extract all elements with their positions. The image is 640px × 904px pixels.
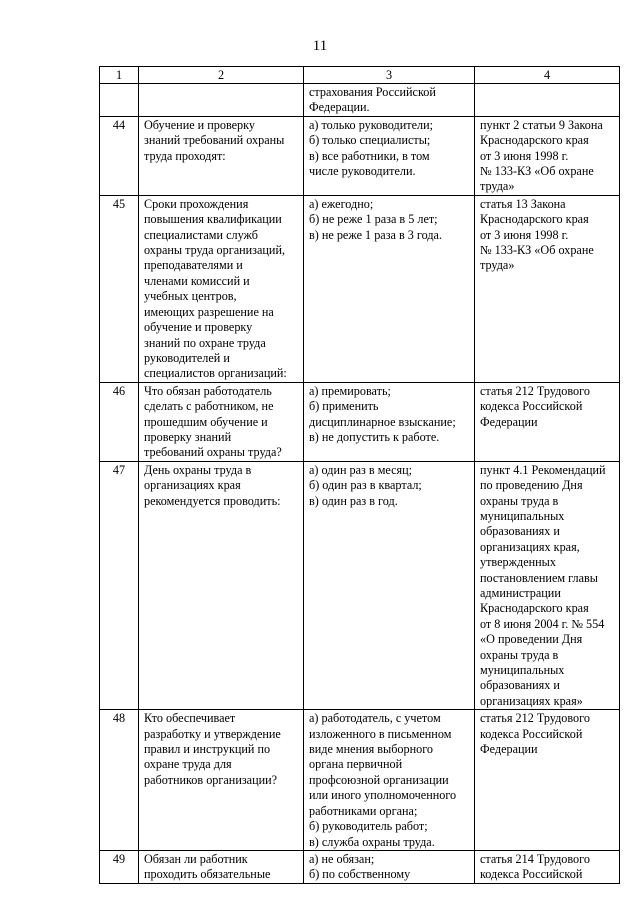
- question-cell: [139, 84, 304, 117]
- answers-cell-line: а) один раз в месяц;: [309, 462, 413, 477]
- answers-cell: [304, 382, 475, 461]
- source-cell-line: образованиях и: [480, 524, 560, 539]
- row-number: 45: [100, 195, 139, 382]
- source-cell-line: кодекса Российской: [480, 726, 583, 741]
- row-number: 49: [100, 850, 139, 883]
- answers-cell-line: б) руководитель работ;: [309, 819, 428, 834]
- answers-cell-line: б) один раз в квартал;: [309, 478, 422, 493]
- question-cell: [139, 382, 304, 461]
- source-cell-line: Краснодарского края: [480, 212, 589, 227]
- question-cell-line: прошедшим обучение и: [144, 414, 268, 429]
- answers-cell-line: а) только руководители;: [309, 117, 433, 132]
- question-cell: [139, 850, 304, 883]
- source-cell-line: от 3 июня 1998 г.: [480, 148, 569, 163]
- source-cell-line: организациях края,: [480, 539, 580, 554]
- answers-cell-line: Федерации.: [309, 100, 370, 115]
- question-cell-line: учебных центров,: [144, 289, 237, 304]
- table-row: [100, 850, 620, 883]
- source-cell: [475, 461, 620, 710]
- question-cell-line: проверку знаний: [144, 429, 232, 444]
- row-number: 44: [100, 116, 139, 195]
- header-cell: 4: [475, 67, 620, 84]
- answers-cell-line: органа первичной: [309, 757, 403, 772]
- source-cell-line: статья 212 Трудового: [480, 383, 590, 398]
- question-cell-line: знаний требований охраны: [144, 133, 285, 148]
- source-cell-line: организациях края»: [480, 693, 583, 708]
- question-cell-line: Кто обеспечивает: [144, 711, 236, 726]
- answers-cell-line: а) работодатель, с учетом: [309, 711, 441, 726]
- answers-cell-line: б) только специалисты;: [309, 133, 431, 148]
- question-cell: [139, 461, 304, 710]
- question-cell-line: правил и инструкций по: [144, 742, 271, 757]
- question-cell-line: Сроки прохождения: [144, 196, 249, 211]
- question-cell-line: повышения квалификации: [144, 212, 282, 227]
- header-cell: 1: [100, 67, 139, 84]
- source-cell-line: от 3 июня 1998 г.: [480, 227, 569, 242]
- question-cell-line: специалистов организаций:: [144, 366, 287, 381]
- source-cell-line: «О проведении Дня: [480, 632, 583, 647]
- source-cell-line: кодекса Российской: [480, 867, 583, 882]
- row-number: 48: [100, 710, 139, 851]
- source-cell-line: Федерации: [480, 742, 538, 757]
- question-cell: [139, 195, 304, 382]
- source-cell-line: статья 214 Трудового: [480, 851, 590, 866]
- table-body: [100, 67, 620, 884]
- questions-table: [99, 66, 620, 884]
- source-cell-line: Краснодарского края: [480, 133, 589, 148]
- question-cell-line: сделать с работником, не: [144, 399, 274, 414]
- table-row: [100, 195, 620, 382]
- answers-cell-line: в) служба охраны труда.: [309, 834, 435, 849]
- answers-cell-line: страхования Российской: [309, 85, 436, 99]
- answers-cell-line: в) один раз в год.: [309, 493, 398, 508]
- source-cell-line: пункт 4.1 Рекомендаций: [480, 462, 606, 477]
- source-cell-line: труда»: [480, 179, 515, 194]
- answers-cell-line: в) все работники, в том: [309, 148, 430, 163]
- answers-cell-line: б) по собственному: [309, 867, 411, 882]
- answers-cell: [304, 850, 475, 883]
- question-cell-line: специалистами служб: [144, 227, 258, 242]
- question-cell-line: организациях края: [144, 478, 241, 493]
- answers-cell: [304, 195, 475, 382]
- question-cell-line: рекомендуется проводить:: [144, 493, 281, 508]
- answers-cell: [304, 116, 475, 195]
- table-row: [100, 116, 620, 195]
- question-cell-line: Что обязан работодатель: [144, 383, 272, 398]
- source-cell-line: администрации: [480, 586, 561, 600]
- source-cell: [475, 84, 620, 117]
- source-cell-line: кодекса Российской: [480, 399, 583, 414]
- header-row: [100, 67, 620, 84]
- source-cell-line: статья 13 Закона: [480, 196, 566, 211]
- header-cell: 3: [304, 67, 475, 84]
- source-cell-line: № 133-КЗ «Об охране: [480, 164, 594, 179]
- row-number: 47: [100, 461, 139, 710]
- question-cell-line: обучение и проверку: [144, 320, 253, 335]
- answers-cell-line: виде мнения выборного: [309, 742, 434, 757]
- source-cell-line: № 133-КЗ «Об охране: [480, 243, 594, 258]
- source-cell: [475, 710, 620, 851]
- answers-cell-line: в) не реже 1 раза в 3 года.: [309, 227, 443, 242]
- answers-cell-line: дисциплинарное взыскание;: [309, 414, 456, 429]
- question-cell: [139, 710, 304, 851]
- source-cell-line: муниципальных: [480, 663, 565, 678]
- question-cell-line: труда проходят:: [144, 148, 226, 163]
- answers-cell-line: а) не обязан;: [309, 851, 375, 866]
- source-cell: [475, 382, 620, 461]
- page-number: 11: [312, 38, 328, 54]
- source-cell-line: образованиях и: [480, 678, 560, 693]
- source-cell-line: охраны труда в: [480, 493, 559, 508]
- table-row: [100, 382, 620, 461]
- row-number: 46: [100, 382, 139, 461]
- question-cell-line: знаний по охране труда: [144, 335, 266, 350]
- source-cell-line: статья 212 Трудового: [480, 711, 590, 726]
- answers-cell-line: б) применить: [309, 399, 379, 414]
- source-cell-line: утвержденных: [480, 555, 556, 570]
- source-cell: [475, 116, 620, 195]
- question-cell-line: преподавателями и: [144, 258, 243, 273]
- question-cell: [139, 116, 304, 195]
- source-cell-line: охраны труда в: [480, 647, 559, 662]
- table-row: [100, 710, 620, 851]
- source-cell-line: от 8 июня 2004 г. № 554: [480, 616, 605, 631]
- answers-cell-line: а) премировать;: [309, 383, 391, 398]
- question-cell-line: охране труда для: [144, 757, 232, 772]
- answers-cell-line: а) ежегодно;: [309, 196, 374, 211]
- source-cell-line: пункт 2 статьи 9 Закона: [480, 117, 603, 132]
- question-cell-line: требований охраны труда?: [144, 445, 282, 460]
- source-cell: [475, 195, 620, 382]
- question-cell-line: охраны труда организаций,: [144, 243, 286, 258]
- answers-cell: [304, 710, 475, 851]
- question-cell-line: руководителей и: [144, 350, 230, 365]
- source-cell-line: труда»: [480, 258, 515, 273]
- answers-cell-line: б) не реже 1 раза в 5 лет;: [309, 212, 438, 227]
- answers-cell-line: профсоюзной организации: [309, 772, 449, 787]
- answers-cell-line: в) не допустить к работе.: [309, 429, 440, 444]
- answers-cell: [304, 461, 475, 710]
- answers-cell: [304, 84, 475, 117]
- source-cell-line: по проведению Дня: [480, 478, 583, 493]
- source-cell-line: Федерации: [480, 414, 538, 429]
- source-cell: [475, 850, 620, 883]
- answers-cell-line: работниками органа;: [309, 803, 418, 818]
- question-cell-line: разработку и утверждение: [144, 726, 281, 741]
- source-cell-line: Краснодарского края: [480, 601, 589, 616]
- answers-cell-line: числе руководители.: [309, 164, 416, 179]
- question-cell-line: имеющих разрешение на: [144, 304, 274, 319]
- header-cell: 2: [139, 67, 304, 84]
- source-cell-line: постановлением главы: [480, 570, 598, 585]
- answers-cell-line: или иного уполномоченного: [309, 788, 457, 803]
- question-cell-line: Обязан ли работник: [144, 851, 248, 866]
- table-row: [100, 461, 620, 710]
- source-cell-line: муниципальных: [480, 508, 565, 523]
- answers-cell-line: изложенного в письменном: [309, 726, 452, 741]
- question-cell-line: Обучение и проверку: [144, 117, 255, 132]
- question-cell-line: проходить обязательные: [144, 867, 271, 882]
- table-row: [100, 84, 620, 117]
- question-cell-line: работников организации?: [144, 772, 278, 787]
- row-number: [100, 84, 139, 117]
- question-cell-line: членами комиссий и: [144, 273, 250, 288]
- question-cell-line: День охраны труда в: [144, 462, 252, 477]
